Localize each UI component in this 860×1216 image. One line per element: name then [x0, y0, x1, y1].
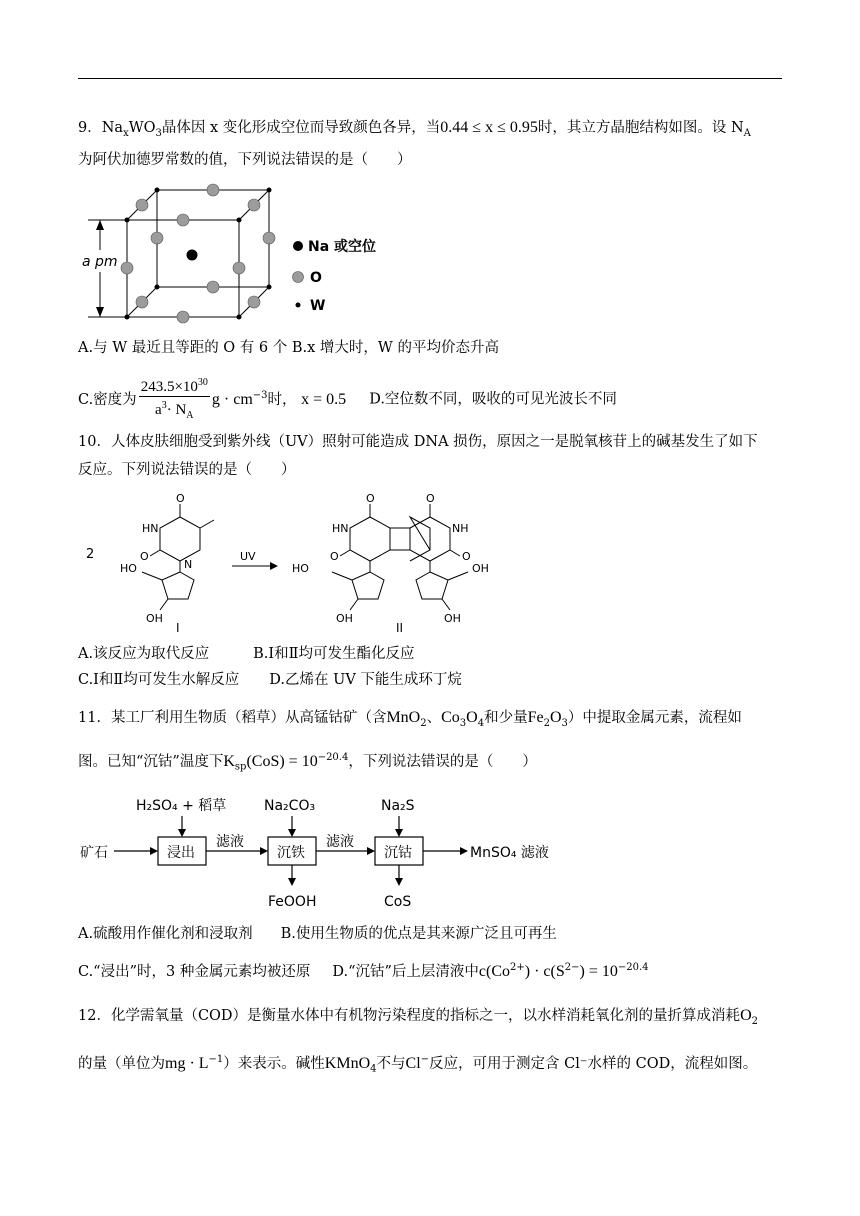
q10-option-c: C.Ⅰ和Ⅱ均可发生水解反应	[78, 672, 240, 688]
q10-options-cd	[78, 670, 462, 690]
q10-stem-line2: 反应。下列说法错误的是（ ）	[78, 462, 296, 478]
legend-w: W	[310, 298, 326, 314]
q9-option-c: C.密度为 $\frac{243.5\times 10^{30}}{a^3\cdot N_A}$ $g \cdot cm^{-3}$时， x = 0.5	[78, 392, 351, 408]
q11-option-c: C.“浸出”时，3 种金属元素均被还原	[78, 963, 311, 980]
q9-option-d: D.空位数不同，吸收的可见光波长不同	[369, 391, 617, 408]
reagent1-label: H₂SO₄ + 稻草	[136, 798, 227, 814]
final-label: MnSO₄ 滤液	[470, 845, 549, 861]
out2-label: FeOOH	[268, 894, 317, 910]
q10-stem-line1: 10．人体皮肤细胞受到紫外线（UV）照射可能造成 DNA 损伤，原因之一是脱氧核苷上的碱基发生了如下	[78, 434, 758, 450]
ore-label: 矿石	[80, 845, 108, 861]
q11-option-d: D.“沉钴”后上层清液中$c(Co^{2+}) \cdot c(S^{2-}) = 10^{-20.4}$	[332, 962, 649, 980]
q11-options-ab	[78, 924, 557, 944]
o-right-ii: O	[462, 550, 471, 563]
q10-options-ab	[78, 644, 414, 664]
q9-option-b: B.x 增大时，W 的平均价态升高	[291, 340, 499, 356]
reagent3-label: Na₂S	[381, 798, 415, 814]
oh-ii-right-b: OH	[444, 612, 461, 625]
o-left-ii: O	[330, 550, 339, 563]
q9-stem-line1: 9．$Na_xWO_3$晶体因 x 变化形成空位而导致颜色各异，当0.44 ≤ x ≤ 0.95时，其立方晶胞结构如图。设 $N_A$	[78, 119, 751, 139]
o-top-i: O	[176, 492, 185, 505]
legend-o: O	[310, 270, 322, 286]
nh-ii: NH	[452, 522, 469, 535]
q11-option-a: A.硫酸用作催化剂和浸取剂	[78, 926, 253, 942]
filtrate2-label: 滤液	[326, 834, 354, 850]
o-left-i: O	[140, 550, 149, 563]
filtrate1-label: 滤液	[216, 834, 244, 850]
oh-ii-left: OH	[336, 612, 353, 625]
q12-stem-line2: 的量（单位为mg · $L^{-1}$）来表示。碱性KMnO$_4$不与Cl−反应，可用于测定含 Cl⁻水样的 COD，流程如图。	[78, 1054, 758, 1075]
uv-label: UV	[240, 550, 256, 563]
q9-options-ab	[78, 338, 499, 358]
header-rule	[78, 78, 782, 79]
q9-crystal-cell-figure	[80, 180, 410, 328]
hn-i: HN	[142, 522, 159, 535]
n-i: N	[184, 558, 193, 571]
label-i: I	[176, 621, 180, 634]
label-ii: II	[396, 621, 404, 634]
reagent2-label: Na₂CO₃	[264, 798, 316, 814]
o-top-ii-right: O	[426, 492, 435, 505]
legend-na: Na 或空位	[308, 239, 377, 255]
q11-flowchart	[78, 790, 578, 916]
oh-ii-right: OH	[472, 562, 489, 575]
q11-options-cd	[78, 958, 649, 982]
ho-i: HO	[120, 562, 137, 575]
hn-ii: HN	[332, 522, 349, 535]
q10-reaction-figure	[80, 492, 510, 634]
q10-option-d: D.乙烯在 UV 下能生成环丁烷	[269, 672, 462, 688]
q10-option-b: B.Ⅰ和Ⅱ均可发生酯化反应	[253, 646, 415, 662]
q12-stem-line1: 12．化学需氧量（COD）是衡量水体中有机物污染程度的指标之一，以水样消耗氧化剂的量折算成消耗$O_2$	[78, 1007, 758, 1027]
coef: 2	[86, 547, 95, 562]
box2-label: 沉铁	[277, 845, 305, 861]
q11-option-b: B.使用生物质的优点是其来源广泛且可再生	[280, 926, 557, 942]
axis-label: a pm	[82, 254, 118, 270]
q11-stem-line2: 图。已知“沉钴”温度下$K_{sp}(CoS) = 10^{-20.4}$，下列说法错误的是（ ）	[78, 752, 537, 773]
q10-option-a: A.该反应为取代反应	[78, 646, 210, 662]
box3-label: 沉钴	[384, 845, 412, 861]
q9-stem-line2: 为阿伏加德罗常数的值，下列说法错误的是（ ）	[78, 152, 412, 168]
ho-ii: HO	[292, 562, 309, 575]
oh-i: OH	[146, 612, 163, 625]
q11-stem-line1: 11．某工厂利用生物质（稻草）从高锰钴矿（含MnO$_2$、$Co_3O_4$和少量$Fe_2O_3$）中提取金属元素，流程如	[78, 709, 742, 729]
out3-label: CoS	[384, 894, 412, 910]
o-top-ii-left: O	[366, 492, 375, 505]
box1-label: 浸出	[167, 845, 195, 861]
q9-options-cd	[78, 374, 617, 425]
q9-option-a: A.与 W 最近且等距的 O 有 6 个	[78, 340, 288, 356]
